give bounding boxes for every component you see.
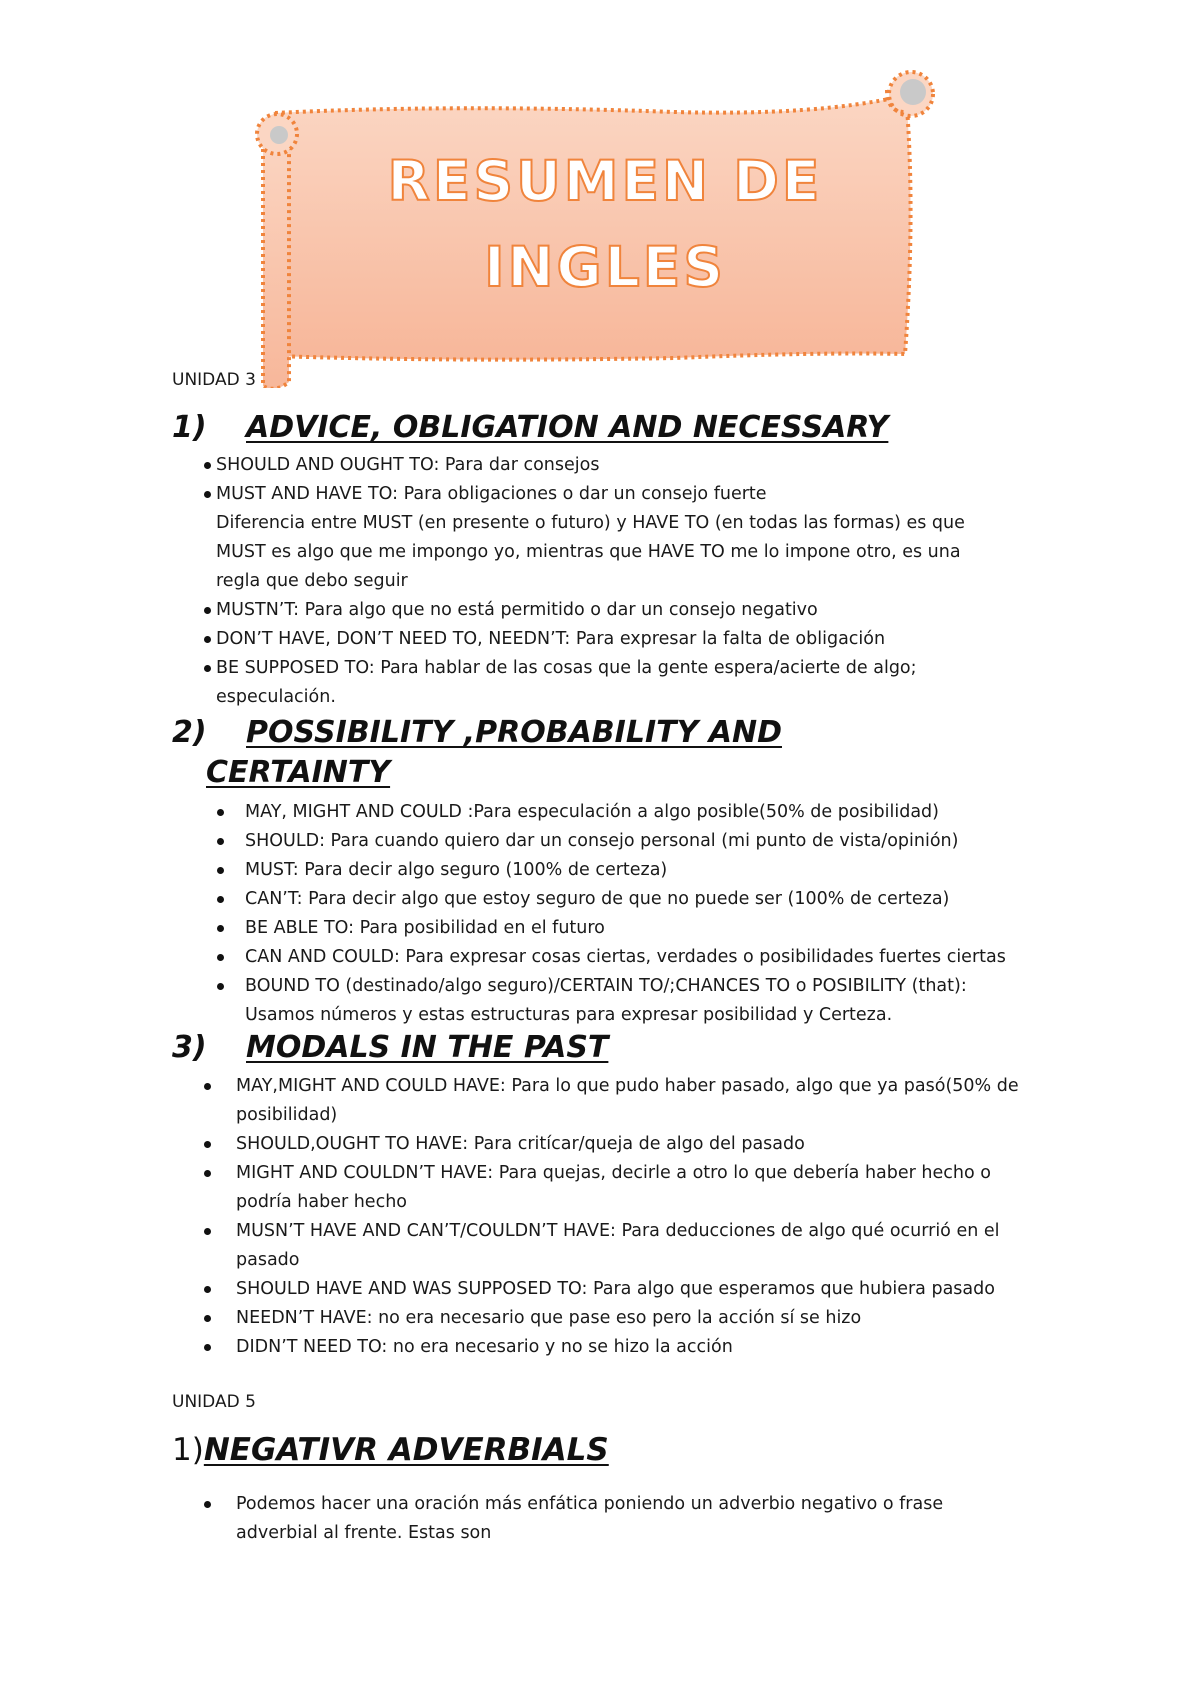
banner-title [285,138,925,310]
list-item: DIDN’T NEED TO: no era necesario y no se hizo la acción [0,1333,1066,1362]
bullet-icon [204,462,211,469]
bullet-icon [204,1315,211,1322]
bullet-icon [204,1228,211,1235]
list-item: DON’T HAVE, DON’T NEED TO, NEEDN’T: Para expresar la falta de obligación [0,625,990,654]
bullet-icon [204,1170,211,1177]
bullet-icon [204,607,211,614]
list-item: MUSTN’T: Para algo que no está permitido o dar un consejo negativo [0,596,990,625]
section-title: NEGATIVR ADVERBIALS [203,1432,609,1468]
list-item: SHOULD AND OUGHT TO: Para dar consejos [0,451,990,480]
list-item: NEEDN’T HAVE: no era necesario que pase eso pero la acción sí se hizo [0,1304,1066,1333]
list-item: BE SUPPOSED TO: Para hablar de las cosas que la gente espera/acierte de algo; especulación. [0,654,956,712]
list-item: SHOULD HAVE AND WAS SUPPOSED TO: Para algo que esperamos que hubiera pasado [0,1275,1066,1304]
possibility-list [0,798,1025,1030]
bullet-icon [217,838,224,845]
advice-list [0,451,990,712]
bullet-icon [217,983,224,990]
list-item: MAY,MIGHT AND COULD HAVE: Para lo que pudo haber pasado, algo que ya pasó(50% de posibilidad) [0,1072,1026,1130]
section-title: MODALS IN THE PAST [246,1030,609,1065]
banner-title-line1: RESUMEN DE [387,149,823,213]
list-item: SHOULD: Para cuando quiero dar un consejo personal (mi punto de vista/opinión) [0,827,1025,856]
section-number: 3) [172,1030,207,1065]
bullet-icon [217,896,224,903]
bullet-icon [204,1286,211,1293]
list-item: MUST AND HAVE TO: Para obligaciones o dar un consejo fuerte Diferencia entre MUST (en presente o futuro) y HAVE TO (en todas las formas) es que MUST es algo que me impongo yo, mientras que HAVE TO me lo impone otro, es una regla que debo seguir [0,480,1006,596]
bullet-icon [204,665,211,672]
title-banner [255,68,955,388]
bullet-icon [217,867,224,874]
bullet-icon [204,1501,211,1508]
section-number: 1) [172,1432,204,1468]
list-item: BOUND TO (destinado/algo seguro)/CERTAIN TO/;CHANCES TO o POSIBILITY (that): Usamos números y estas estructuras para expresar posibilidad y Certeza. [0,972,1025,1030]
section-heading-modals-past [172,1030,608,1065]
list-item: MUSN’T HAVE AND CAN’T/COULDN’T HAVE: Para deducciones de algo qué ocurrió en el pasado [0,1217,1066,1275]
bullet-icon [217,954,224,961]
bullet-icon [204,1141,211,1148]
section-heading-negative-adverbials [172,1432,609,1468]
section-number: 2) [172,715,207,750]
list-item: CAN AND COULD: Para expresar cosas ciertas, verdades o posibilidades fuertes ciertas [0,943,1025,972]
list-item: CAN’T: Para decir algo que estoy seguro de que no puede ser (100% de certeza) [0,885,1025,914]
section-title-line1: POSSIBILITY ,PROBABILITY AND [246,715,782,750]
bullet-icon [204,491,211,498]
bullet-icon [204,1083,211,1090]
section-title: ADVICE, OBLIGATION AND NECESSARY [246,410,889,445]
section-heading-possibility [172,713,782,793]
list-item: Podemos hacer una oración más enfática poniendo un adverbio negativo o frase adverbial al frente. Estas son [0,1490,996,1548]
modals-past-list [0,1072,1066,1362]
bullet-icon [204,636,211,643]
bullet-icon [204,1344,211,1351]
bullet-icon [217,925,224,932]
negative-adverbials-list [0,1490,996,1548]
list-item: SHOULD,OUGHT TO HAVE: Para critícar/queja de algo del pasado [0,1130,1066,1159]
list-item: MIGHT AND COULDN’T HAVE: Para quejas, decirle a otro lo que debería haber hecho o podría haber hecho [0,1159,1046,1217]
section-number: 1) [172,410,207,445]
unit3-label: UNIDAD 3 [172,370,256,390]
bullet-icon [217,809,224,816]
list-item: MUST: Para decir algo seguro (100% de certeza) [0,856,1025,885]
section-heading-advice [172,410,888,445]
list-item: MAY, MIGHT AND COULD :Para especulación a algo posible(50% de posibilidad) [0,798,1025,827]
unit5-label: UNIDAD 5 [172,1392,256,1412]
list-item: BE ABLE TO: Para posibilidad en el futuro [0,914,1025,943]
section-title-line2: CERTAINTY [206,755,391,790]
banner-title-line2: INGLES [484,235,726,299]
